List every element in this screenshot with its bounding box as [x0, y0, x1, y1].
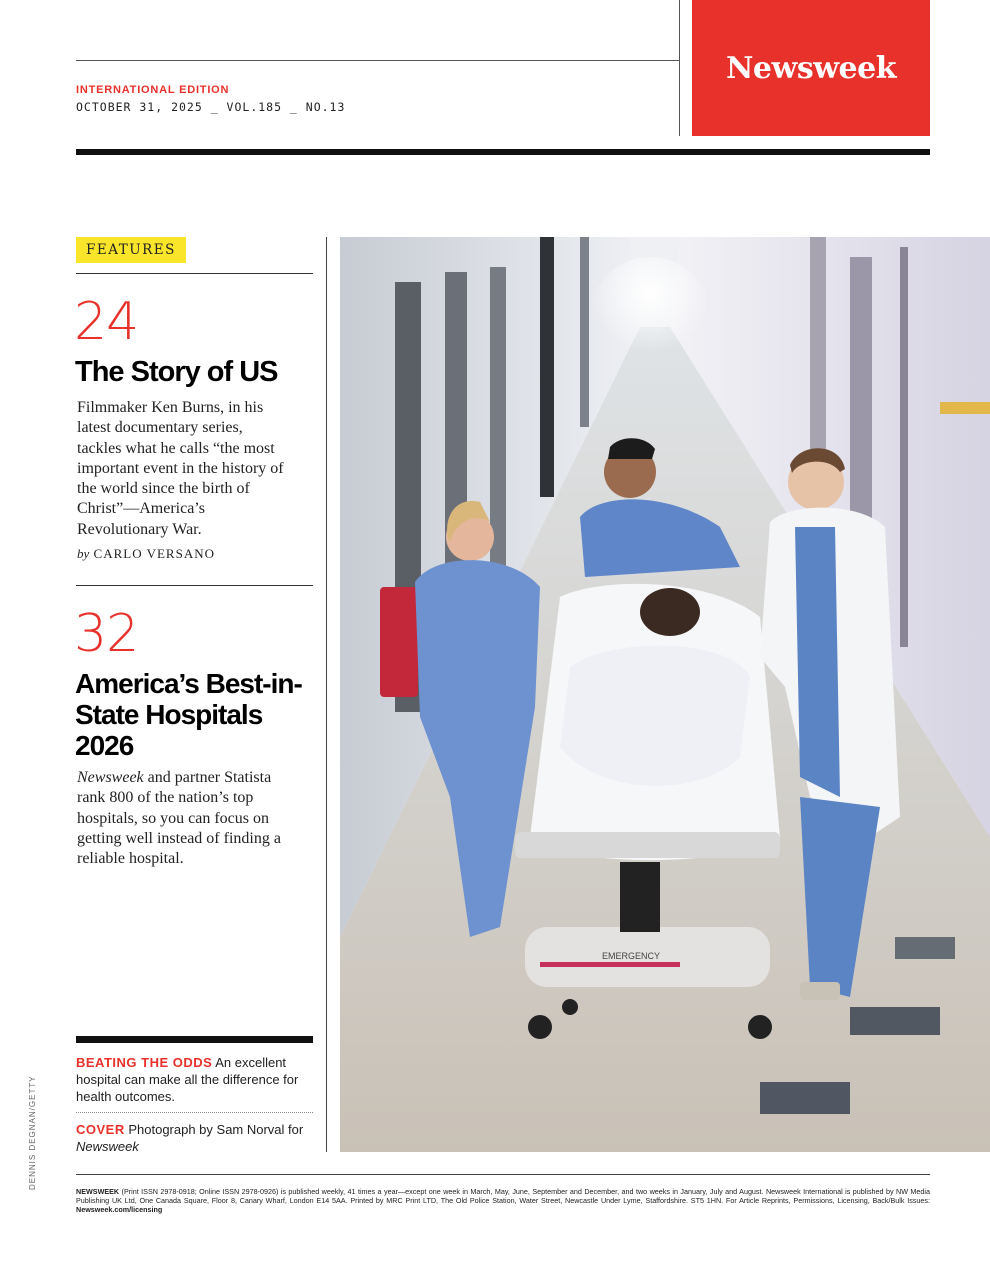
caption-label: COVER	[76, 1122, 125, 1137]
feature-dek	[77, 768, 287, 869]
stretcher-label: EMERGENCY	[602, 951, 661, 961]
caption-text: An excellent hospital can make all the difference for health outcomes.	[76, 1055, 299, 1104]
patient	[640, 588, 700, 636]
caption-text: Photograph by Sam Norval for	[124, 1122, 304, 1137]
caption-cover	[76, 1121, 306, 1155]
door	[580, 237, 589, 427]
door	[540, 237, 554, 497]
logo-wordmark: Newsweek	[725, 50, 896, 86]
footer-brand: NEWSWEEK	[76, 1187, 120, 1196]
byline-prefix: by	[77, 546, 90, 561]
section-rule	[76, 273, 313, 274]
footer-rule	[76, 1174, 930, 1175]
caption-divider	[76, 1112, 313, 1113]
newsweek-logo[interactable]	[692, 0, 930, 136]
feature-page-number: 32	[74, 604, 139, 664]
dek-italic: Newsweek	[77, 769, 144, 786]
feature-byline	[77, 546, 215, 562]
feature-headline[interactable]: The Story of US	[75, 356, 278, 388]
masthead-heavy-rule	[76, 149, 930, 155]
feature-page-number: 24	[74, 292, 139, 352]
wall-rail	[940, 402, 990, 414]
edition-label: INTERNATIONAL EDITION	[76, 84, 230, 96]
masthead-vertical-rule	[679, 0, 680, 136]
dek-text: and partner Statista rank 800 of the nation’s top hospitals, so you can focus on getting well instead of finding a reliable hospital.	[77, 769, 281, 868]
byline-name: CARLO VERSANO	[93, 546, 215, 561]
licensing-link[interactable]: Newsweek.com/licensing	[76, 1205, 163, 1215]
caption-italic: Newsweek	[76, 1139, 139, 1154]
issue-dateline: OCTOBER 31, 2025 _ VOL.185 _ NO.13	[76, 100, 346, 114]
feature-dek: Filmmaker Ken Burns, in his latest documentary series, tackles what he calls “the most important event in the history of the world since the birth of Christ”—America’s Revolutionary War.	[77, 399, 284, 538]
section-rule	[76, 585, 313, 586]
photo-illustration	[340, 237, 990, 1152]
feature-headline[interactable]: America’s Best-in-State Hospitals 2026	[75, 668, 302, 761]
caption-beating-the-odds	[76, 1054, 306, 1105]
photo-credit: DENNIS DEGNAN/GETTY	[28, 1075, 37, 1190]
footer-text: (Print ISSN 2978-0918; Online ISSN 2978-0926) is published weekly, 41 times a year—except one week in March, May, June, September and December, and two weeks in January, July and August. Newsweek International is published by NW Media Publishing UK Ltd, One Canada Square, Floor 8, Canary Wharf, London E14 5AA. Printed by MRC Print LTD, The Old Police Station, Water Street, Newcastle Under Lyme, Staffordshire. ST5 1HN. For Article Reprints, Permissions, Licensing, Back/Bulk Issues:	[76, 1187, 930, 1206]
publication-info	[76, 1187, 930, 1215]
hospital-hallway-photo	[340, 237, 990, 1152]
features-tag: FEATURES	[76, 237, 186, 263]
red-cart	[380, 587, 418, 697]
caption-label: BEATING THE ODDS	[76, 1055, 213, 1070]
column-divider	[326, 237, 327, 1152]
masthead-top-rule	[76, 60, 679, 61]
caption-rule	[76, 1036, 313, 1043]
door	[900, 247, 908, 647]
